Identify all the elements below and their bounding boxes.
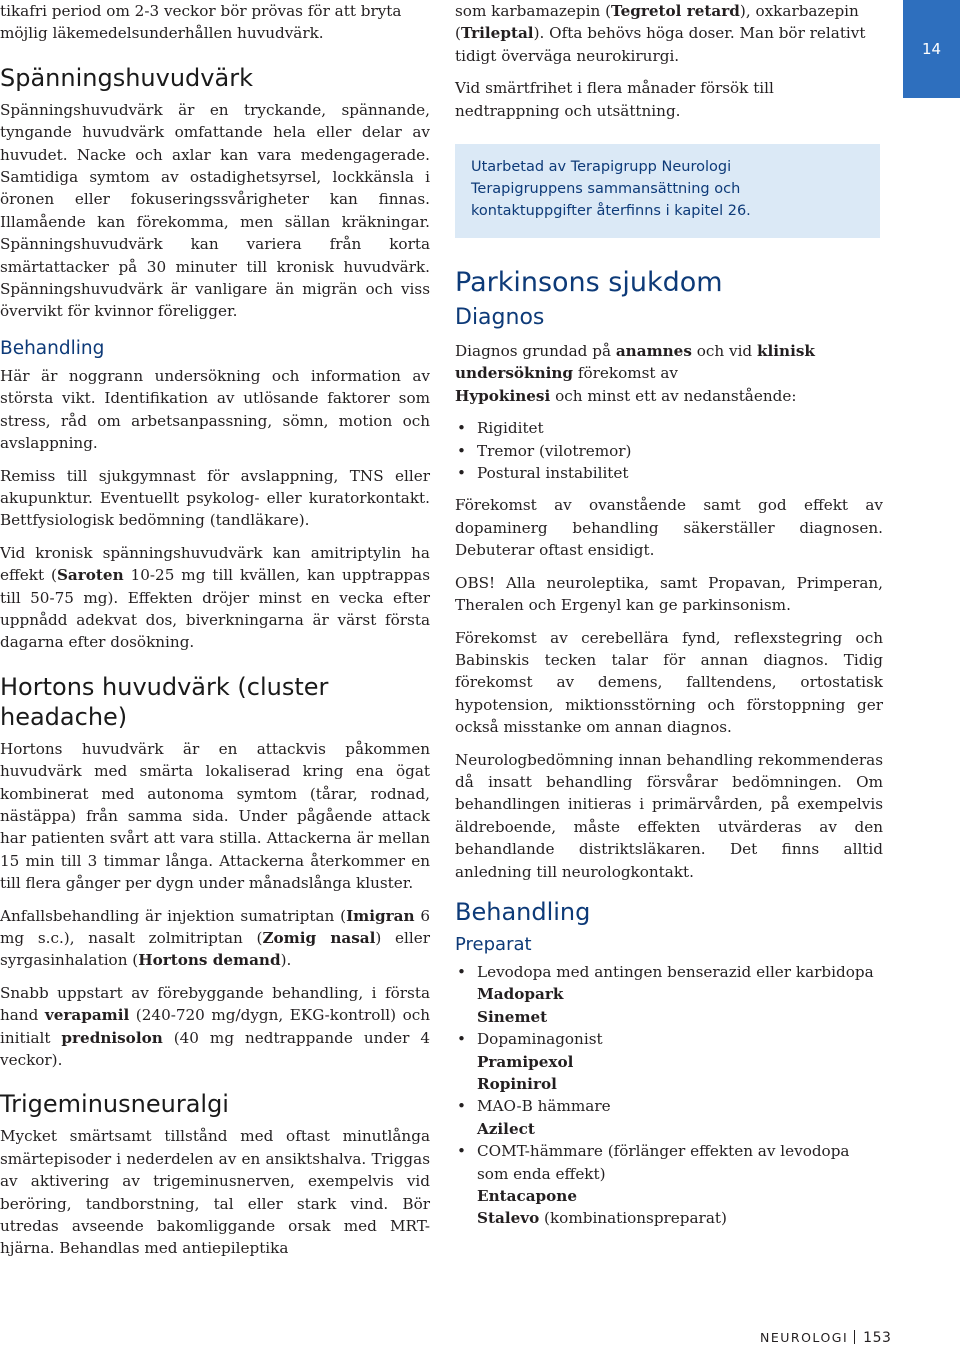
heading-diagnosis: Diagnos: [455, 305, 545, 331]
parkinson-paragraph-3: OBS! Alla neuroleptika, samt Propavan, Primperan, Theralen och Ergenyl kan ge parkinsonism.: [455, 573, 883, 615]
drug-item: • Dopaminagonist Pramipexol Ropinirol: [455, 1028, 883, 1095]
intro-paragraph: tikafri period om 2-3 veckor bör prövas för att bryta möjlig läkemedelsunderhållen huvudvärk.: [0, 2, 402, 43]
heading-tension-treatment: Behandling: [0, 337, 105, 359]
infobox-body: Terapigruppens sammansättning och kontaktuppgifter återfinns i kapitel 26.: [471, 181, 751, 220]
symptom-list: [455, 417, 883, 484]
drug-list: [455, 961, 883, 1230]
therapy-group-infobox: [455, 144, 880, 238]
footer-section: NEUROLOGI: [760, 1330, 849, 1345]
heading-parkinson: Parkinsons sjukdom: [455, 267, 723, 299]
left-column: [0, 0, 430, 1270]
drug-item: • MAO-B hämmare Azilect: [455, 1095, 883, 1140]
heading-tension-headache: Spänningshuvudvärk: [0, 63, 253, 92]
heading-cluster-headache: Hortons huvudvärk (cluster headache): [0, 672, 329, 731]
parkinson-paragraph-2: Förekomst av ovanstående samt god effekt av dopaminerg behandling säkerställer diagnosen. Debuterar oftast ensidigt.: [455, 496, 883, 560]
footer-divider: [854, 1330, 855, 1344]
list-item: • Tremor (vilotremor): [455, 440, 883, 462]
tension-paragraph-2: Här är noggrann undersökning och information av största vikt. Identifikation av utlösande faktorer som stress, råd om arbetsanpassning, sömn, motion och avslappning.: [0, 366, 430, 453]
tension-paragraph-4: Vid kronisk spänningshuvudvärk kan amitriptylin ha effekt (Saroten 10-25 mg till kvällen, kan upptrappas till 50-75 mg). Effekten dröjer minst en vecka efter uppnådd adekvat dos, biverkningarna är värst första dagarna efter dosökning.: [0, 543, 430, 652]
page-footer: [760, 1330, 892, 1346]
tension-paragraph-3: Remiss till sjukgymnast för avslappning, TNS eller akupunktur. Eventuellt psykolog- eller kuratorkontakt. Bettfysiologisk bedömning (tandläkare).: [0, 466, 430, 530]
right-column: [455, 0, 883, 1240]
cluster-paragraph-1: Hortons huvudvärk är en attackvis påkommen huvudvärk med smärta lokaliserad kring ena ögat kombinerat med autonoma symtom (tårar, rodnad, nästäppa) från samma sida. Under pågående attack har patienten svårt att vara stilla. Attackerna är mellan 15 min till 3 timmar långa. Attackerna återkommer en till flera gånger per dygn under månadslånga kluster.: [0, 739, 430, 893]
heading-trigeminal-neuralgia: Trigeminusneuralgi: [0, 1090, 229, 1119]
parkinson-paragraph-5: Neurologbedömning innan behandling rekommenderas då insatt behandling försvårar bedömningen. Om behandlingen initieras i primärvården, på exempelvis äldreboende, måste effekten utvärderas av den behandlande distriktsläkaren. Det finns alltid anledning till neurologkontakt.: [455, 750, 883, 881]
chapter-tab: [903, 0, 960, 98]
infobox-title: Utarbetad av Terapigrupp Neurologi: [471, 159, 732, 176]
diagnosis-paragraph: Diagnos grundad på anamnes och vid klinisk undersökning förekomst av Hypokinesi och minst ett av nedanstående:: [455, 342, 815, 405]
heading-preparations: Preparat: [455, 933, 532, 955]
cluster-paragraph-2: Anfallsbehandling är injektion sumatriptan (Imigran 6 mg s.c.), nasalt zolmitriptan (Zomig nasal) eller syrgasinhalation (Hortons demand).: [0, 906, 430, 970]
continued-paragraph: som karbamazepin (Tegretol retard), oxkarbazepin (Trileptal). Ofta behövs höga doser. Man bör relativt tidigt överväga neurokirurgi.: [455, 2, 866, 65]
page-number: 153: [863, 1330, 892, 1346]
drug-item: • Levodopa med antingen benserazid eller karbidopa Madopark Sinemet: [455, 961, 883, 1028]
heading-parkinson-treatment: Behandling: [455, 897, 591, 926]
drug-item: • COMT-hämmare (förlänger effekten av levodopa som enda effekt) Entacapone Stalevo (kombinationspreparat): [455, 1140, 883, 1230]
cluster-paragraph-3: Snabb uppstart av förebyggande behandling, i första hand verapamil (240-720 mg/dygn, EKG-kontroll) och initialt prednisolon (40 mg nedtrappande under 4 veckor).: [0, 983, 430, 1070]
list-item: • Postural instabilitet: [455, 462, 883, 484]
list-item: • Rigiditet: [455, 417, 883, 439]
parkinson-paragraph-4: Förekomst av cerebellära fynd, reflexstegring och Babinskis tecken talar för annan diagnos. Tidig förekomst av demens, falltendens, ortostatisk hypotension, miktionsstörning och förstoppning ger också misstanke om annan diagnos.: [455, 628, 883, 737]
chapter-number: 14: [921, 40, 942, 58]
tension-paragraph-1: Spänningshuvudvärk är en tryckande, spännande, tyngande huvudvärk omfattande hela eller delar av huvudet. Nacke och axlar kan vara medengagerade. Samtidiga symtom av ostadighetsyrsel, lockkänsla i öronen eller fokuseringssvårigheter kan finnas. Illamående kan förekomma, men sällan kräkningar. Spänningshuvudvärk kan variera från korta smärtattacker på 30 minuter till kronisk huvudvärk. Spänningshuvudvärk är vanligare än migrän och viss övervikt för kvinnor föreligger.: [0, 100, 430, 321]
continued-paragraph-2: Vid smärtfrihet i flera månader försök till nedtrappning och utsättning.: [455, 79, 774, 120]
trigeminal-paragraph: Mycket smärtsamt tillstånd med oftast minutlånga smärtepisoder i nederdelen av en ansiktshalva. Triggas av aktivering av trigeminusnerven, exempelvis vid beröring, tandborstning, tal eller stark vind. Bör utredas avseende bakomliggande orsak med MRT-hjärna. Behandlas med antiepileptika: [0, 1127, 430, 1258]
